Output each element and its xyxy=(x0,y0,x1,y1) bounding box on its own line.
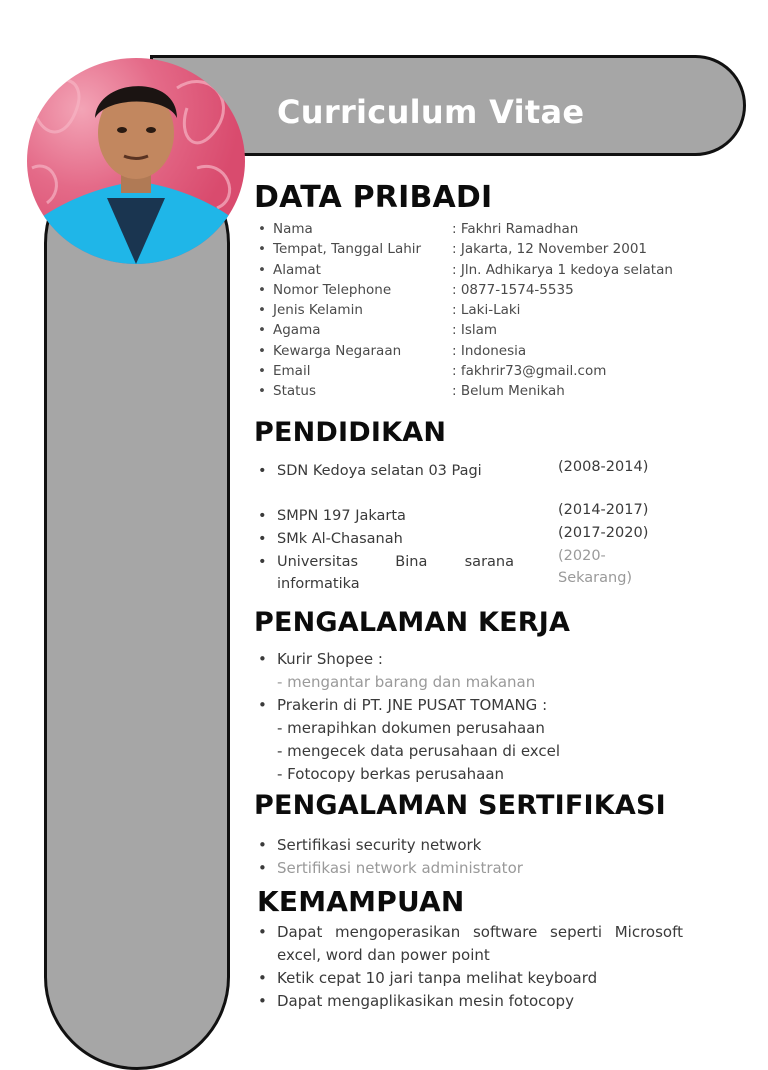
bullet: • xyxy=(258,463,267,479)
section-heading-kemampuan: KEMAMPUAN xyxy=(257,885,465,918)
field-label: Alamat xyxy=(273,261,321,278)
bullet: • xyxy=(258,696,267,714)
list-item xyxy=(258,857,523,880)
section-heading-data-pribadi: DATA PRIBADI xyxy=(254,180,493,215)
list-item xyxy=(258,671,560,694)
bullet: • xyxy=(258,650,267,668)
bullet: • xyxy=(258,923,267,941)
section-heading-sertifikasi: PENGALAMAN SERTIFIKASI xyxy=(254,790,666,821)
school-years: (2020-Sekarang) xyxy=(558,548,633,586)
school-name: SMPN 197 Jakarta xyxy=(277,508,406,524)
field-label: Agama xyxy=(273,322,321,339)
field-value: : fakhrir73@gmail.com xyxy=(452,363,607,380)
skill-text: Dapat mengoperasikan software seperti Microsoft excel, word dan power point xyxy=(277,923,683,964)
list-item xyxy=(258,648,560,671)
list-item xyxy=(258,834,523,857)
list-item xyxy=(258,763,560,786)
field-label: Email xyxy=(273,363,311,380)
bullet: • xyxy=(258,241,266,258)
school-name: SDN Kedoya selatan 03 Pagi xyxy=(277,463,482,479)
field-value: : Islam xyxy=(452,322,498,339)
bullet: • xyxy=(258,342,266,359)
bullet: • xyxy=(258,531,267,547)
cv-title: Curriculum Vitae xyxy=(277,93,585,131)
skill-text: Dapat mengaplikasikan mesin fotocopy xyxy=(277,992,574,1010)
field-value: : Laki-Laki xyxy=(452,302,521,319)
bullet: • xyxy=(258,302,266,319)
job-text: - Fotocopy berkas perusahaan xyxy=(277,765,505,783)
school-years: (2017-2020) xyxy=(558,525,649,541)
certification-list xyxy=(258,834,523,880)
bullet: • xyxy=(258,992,267,1010)
job-text: Prakerin di PT. JNE PUSAT TOMANG : xyxy=(277,696,548,714)
job-text: - mengecek data perusahaan di excel xyxy=(277,742,561,760)
job-text: Kurir Shopee : xyxy=(277,650,383,668)
bullet: • xyxy=(258,383,266,400)
certification-text: Sertifikasi network administrator xyxy=(277,859,523,877)
education-list xyxy=(258,460,678,596)
school-name: SMk Al-Chasanah xyxy=(277,531,403,547)
list-item xyxy=(258,967,683,990)
job-text: - merapihkan dokumen perusahaan xyxy=(277,719,545,737)
school-name: Universitas Bina sarana informatika xyxy=(277,554,514,592)
field-value: : Indonesia xyxy=(452,342,527,359)
field-value: : Belum Menikah xyxy=(452,383,565,400)
field-label: Kewarga Negaraan xyxy=(273,342,402,359)
field-label: Tempat, Tanggal Lahir xyxy=(273,241,422,258)
bullet: • xyxy=(258,836,267,854)
field-value: : Fakhri Ramadhan xyxy=(452,221,579,237)
list-item xyxy=(258,717,560,740)
profile-photo-illustration xyxy=(27,58,245,264)
school-years: (2014-2017) xyxy=(558,502,649,518)
section-heading-pendidikan: PENDIDIKAN xyxy=(254,417,447,448)
list-item xyxy=(258,990,683,1013)
field-value: : 0877-1574-5535 xyxy=(452,281,574,298)
job-text: - mengantar barang dan makanan xyxy=(277,673,536,691)
profile-photo xyxy=(27,58,245,264)
bullet: • xyxy=(258,508,267,524)
sidebar-panel xyxy=(44,150,230,1070)
school-years: (2008-2014) xyxy=(558,459,649,475)
list-item xyxy=(258,548,678,596)
field-value: : Jln. Adhikarya 1 kedoya selatan xyxy=(452,261,673,278)
bullet: • xyxy=(258,969,267,987)
skills-list xyxy=(258,921,683,1013)
skill-text: Ketik cepat 10 jari tanpa melihat keyboard xyxy=(277,969,598,987)
bullet: • xyxy=(258,859,267,877)
field-label: Nama xyxy=(273,221,313,237)
field-label: Jenis Kelamin xyxy=(273,302,363,319)
list-item xyxy=(258,921,683,967)
certification-text: Sertifikasi security network xyxy=(277,836,482,854)
bullet: • xyxy=(258,363,266,380)
bullet: • xyxy=(258,554,267,570)
section-heading-pengalaman-kerja: PENGALAMAN KERJA xyxy=(254,607,571,638)
bullet: • xyxy=(258,221,266,237)
field-label: Status xyxy=(273,383,317,400)
work-experience-list xyxy=(258,648,560,786)
bullet: • xyxy=(258,322,266,339)
bullet: • xyxy=(258,281,266,298)
list-item xyxy=(258,740,560,763)
field-value: : Jakarta, 12 November 2001 xyxy=(452,241,647,258)
bullet: • xyxy=(258,261,266,278)
list-item xyxy=(258,694,560,717)
field-label: Nomor Telephone xyxy=(273,281,392,298)
